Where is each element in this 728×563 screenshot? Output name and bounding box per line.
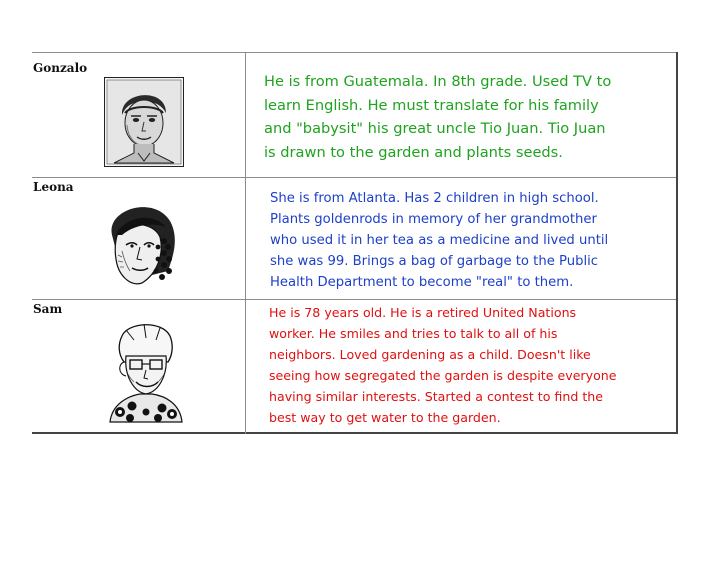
description-line: seeing how segregated the garden is despite everyone xyxy=(269,368,617,383)
description-line: and "babysit" his great uncle Tio Juan. Tio Juan xyxy=(264,120,606,138)
character-description xyxy=(270,188,608,293)
character-name: Gonzalo xyxy=(33,61,88,75)
description-line: worker. He smiles and tries to talk to all of his xyxy=(269,326,558,341)
elderly-man-portrait-icon xyxy=(100,316,190,424)
row-divider xyxy=(32,299,678,300)
description-line: He is from Guatemala. In 8th grade. Used TV to xyxy=(264,73,612,90)
row-divider xyxy=(32,177,678,178)
description-line: she was 99. Brings a bag of garbage to the Public xyxy=(270,254,599,269)
description-line: Health Department to become "real" to them. xyxy=(270,275,574,290)
column-divider xyxy=(245,52,246,434)
table-border-bottom xyxy=(32,432,678,434)
character-description xyxy=(269,302,617,428)
description-line: best way to get water to the garden. xyxy=(269,410,501,425)
table-border-top xyxy=(32,52,678,53)
character-name: Leona xyxy=(33,180,74,194)
description-line: is drawn to the garden and plants seeds. xyxy=(264,143,563,161)
character-name: Sam xyxy=(33,302,63,316)
description-line: Plants goldenrods in memory of her grandmother xyxy=(270,212,597,227)
description-line: having similar interests. Started a contest to find the xyxy=(269,389,603,404)
description-line: who used it in her tea as a medicine and lived until xyxy=(270,233,609,248)
description-line: learn English. He must translate for his family xyxy=(264,96,599,114)
description-line: She is from Atlanta. Has 2 children in high school. xyxy=(270,191,599,206)
character-description xyxy=(264,70,611,164)
description-line: neighbors. Loved gardening as a child. Doesn't like xyxy=(269,347,591,362)
table-border-right xyxy=(676,52,678,434)
boy-portrait-icon xyxy=(104,77,184,167)
character-table xyxy=(32,52,678,434)
description-line: He is 78 years old. He is a retired United Nations xyxy=(269,305,577,320)
woman-portrait-icon xyxy=(92,195,190,293)
